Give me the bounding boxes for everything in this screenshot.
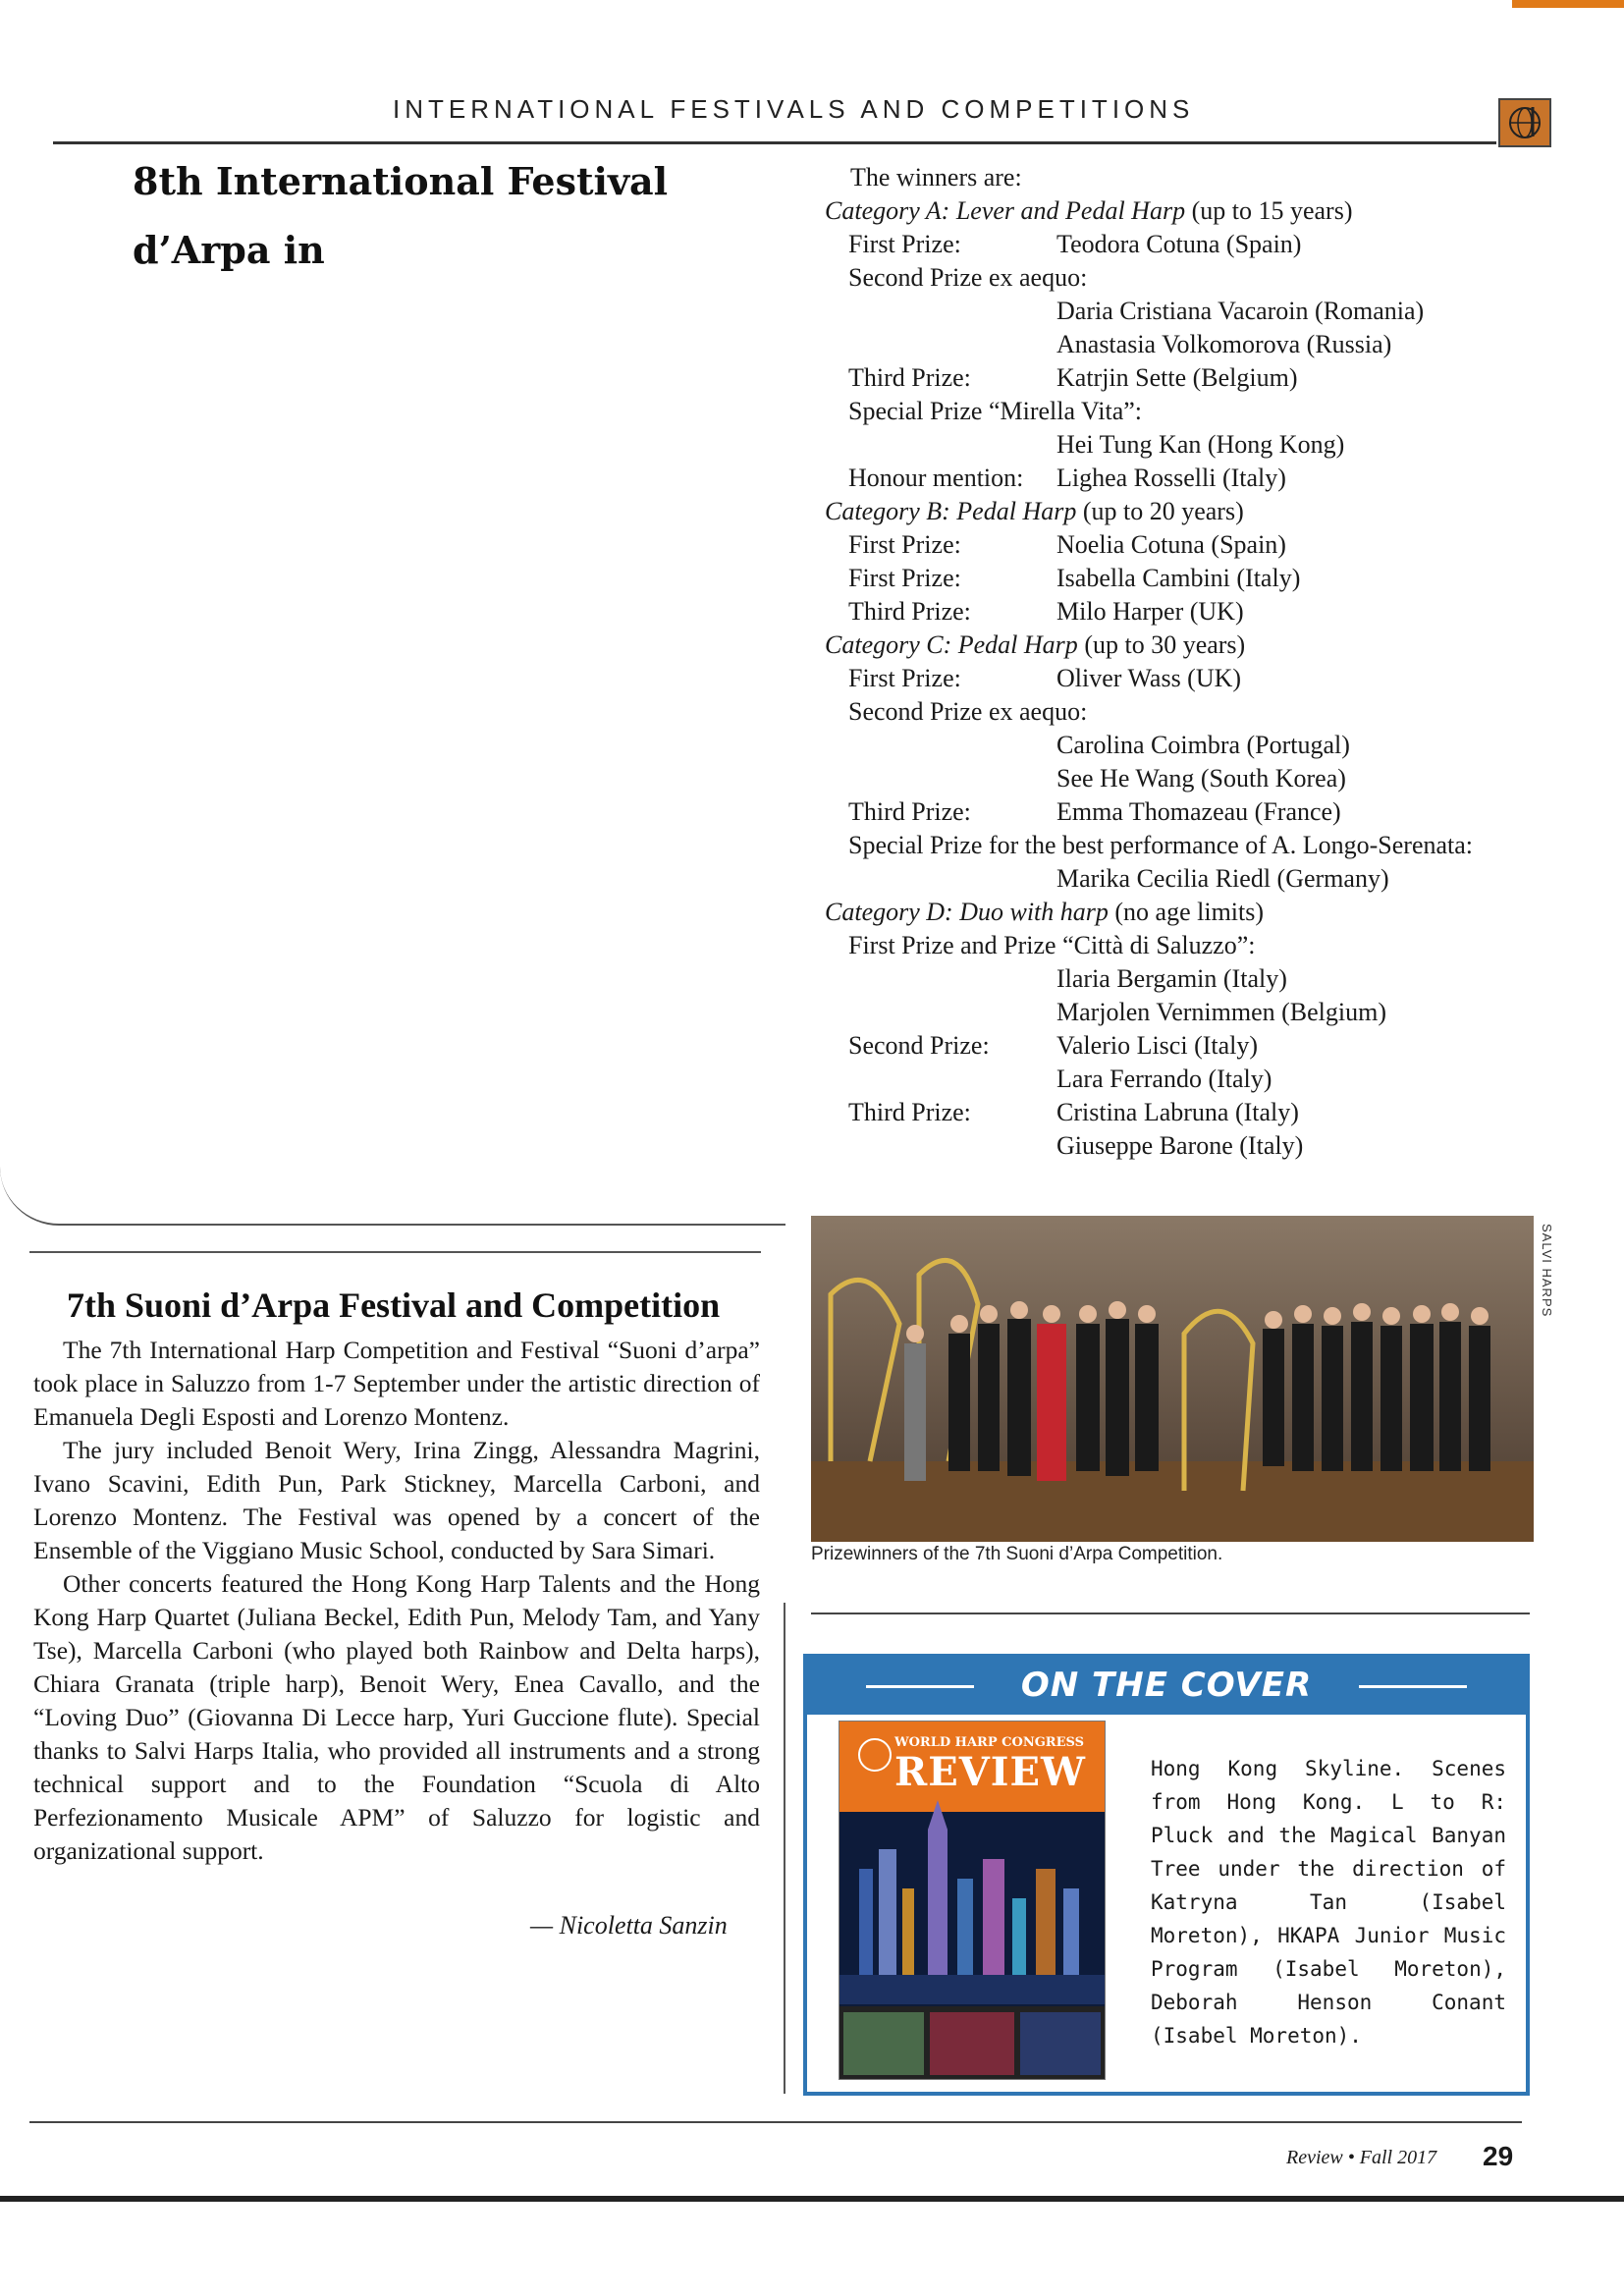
winners-category-heading — [821, 495, 1567, 528]
winner-name: Oliver Wass (UK) — [1056, 664, 1242, 692]
article-title: 7th Suoni d’Arpa Festival and Competition — [67, 1285, 721, 1325]
cover-heading: ON THE COVER — [1020, 1666, 1313, 1705]
winner-name: See He Wang (South Korea) — [1056, 764, 1346, 793]
photo-caption: Prizewinners of the 7th Suoni d’Arpa Competition. — [811, 1544, 1223, 1564]
winner-row — [821, 729, 1567, 762]
winner-name: Noelia Cotuna (Spain) — [1056, 530, 1286, 559]
category-age: (up to 15 years) — [1185, 196, 1353, 225]
cover-publisher: WORLD HARP CONGRESS — [894, 1735, 1085, 1750]
article-paragraph: The 7th International Harp Competition and Festival “Suoni d’arpa” took place in Saluzzo from 1-7 September under the artistic direction of Emanuela Degli Esposti and Lorenzo Montenz. — [33, 1336, 760, 1431]
photo-credit: SALVI HARPS — [1540, 1224, 1554, 1318]
winner-name: Giuseppe Barone (Italy) — [1056, 1131, 1304, 1160]
winner-name: Teodora Cotuna (Spain) — [1056, 230, 1302, 258]
prize-label: Special Prize for the best performance of A. Longo-Serenata: — [848, 831, 1474, 859]
winner-name: Katrjin Sette (Belgium) — [1056, 363, 1298, 392]
winner-row — [821, 1029, 1567, 1063]
winner-name: Marika Cecilia Riedl (Germany) — [1056, 864, 1389, 893]
winners-intro: The winners are: — [850, 163, 1022, 191]
winners-category-heading — [821, 194, 1567, 228]
category-name: Category B: Pedal Harp — [825, 497, 1077, 525]
winner-name: Milo Harper (UK) — [1056, 597, 1244, 626]
winner-name: Daria Cristiana Vacaroin (Romania) — [1056, 297, 1425, 325]
cover-description: Hong Kong Skyline. Scenes from Hong Kong. L to R: Pluck and the Magical Banyan Tree under the direction of Katryna Tan (Isabel Moreton), HKAPA Junior Music Program (Isabel Moreton), Deborah Henson Conant (Isabel Moreton). — [1151, 1757, 1506, 2048]
whc-logo-icon — [1498, 98, 1551, 147]
winner-name: Marjolen Vernimmen (Belgium) — [1056, 998, 1387, 1026]
winner-row — [821, 261, 1567, 295]
winner-row — [821, 295, 1567, 328]
winner-name: Valerio Lisci (Italy) — [1056, 1031, 1259, 1060]
footer-rule — [29, 2121, 1522, 2123]
winner-row — [821, 428, 1567, 462]
winners-category-heading — [821, 896, 1567, 929]
winner-row — [821, 328, 1567, 361]
category-name: Category D: Duo with harp — [825, 898, 1109, 926]
winner-name: Lighea Rosselli (Italy) — [1056, 464, 1286, 492]
footer-issue: Review • Fall 2017 — [1286, 2147, 1437, 2168]
prize-label: Third Prize: — [848, 597, 971, 626]
cover-magazine-title: REVIEW — [894, 1749, 1086, 1795]
column-divider — [784, 1603, 785, 2094]
winner-row — [821, 996, 1567, 1029]
magazine-cover-image — [839, 1721, 1106, 2080]
header-rule — [53, 141, 1496, 144]
article-paragraph: Other concerts featured the Hong Kong Harp Talents and the Hong Kong Harp Quartet (Juliana Beckel, Edith Pun, Melody Tam, and Yany Tse), Marcella Carboni (who played both Rainbow and Delta harps), Chiara Granata (triple harp), Benoit Wery, Enea Cavallo, and the “Loving Duo” (Giovanna Di Lecce harp, Yuri Guccione flute). Special thanks to Salvi Harps Italia, who provided all instruments and a strong technical support and to the Foundation “Scuola di Alto Perfezionamento Musicale APM” of Saluzzo for logistic and organizational support. — [33, 1569, 760, 1865]
winner-row — [821, 795, 1567, 829]
prize-label: First Prize: — [848, 564, 961, 592]
winner-row — [821, 528, 1567, 562]
category-age: (up to 30 years) — [1077, 630, 1246, 659]
category-name: Category C: Pedal Harp — [825, 630, 1078, 659]
prize-label: First Prize: — [848, 664, 961, 692]
prize-label: Third Prize: — [848, 797, 971, 826]
section-header: INTERNATIONAL FESTIVALS AND COMPETITIONS — [393, 94, 1195, 124]
winner-row — [821, 595, 1567, 629]
prize-label: Second Prize ex aequo: — [848, 263, 1088, 292]
winner-name: Lara Ferrando (Italy) — [1056, 1065, 1272, 1093]
winner-name: Emma Thomazeau (France) — [1056, 797, 1341, 826]
winner-row — [821, 829, 1567, 862]
prize-label: First Prize: — [848, 530, 961, 559]
category-name: Category A: Lever and Pedal Harp — [825, 196, 1186, 225]
winner-row — [821, 1096, 1567, 1129]
prize-label: Third Prize: — [848, 1098, 971, 1126]
winner-row — [821, 862, 1567, 896]
cut-off-heading: 8th International Festival d’Arpa in — [133, 159, 669, 272]
article-paragraph: The jury included Benoit Wery, Irina Zingg, Alessandra Magrini, Ivano Scavini, Edith Pun, Park Stickney, Marcella Carboni, and Lorenzo Montenz. The Festival was opened by a concert of the Ensemble of the Viggiano Music School, conducted by Sara Simari. — [33, 1436, 760, 1564]
category-age: (no age limits) — [1108, 898, 1265, 926]
prize-label: Third Prize: — [848, 363, 971, 392]
winner-name: Isabella Cambini (Italy) — [1056, 564, 1301, 592]
winner-row — [821, 662, 1567, 695]
article-signature: — Nicoletta Sanzin — [530, 1911, 728, 1940]
category-age: (up to 20 years) — [1076, 497, 1244, 525]
winner-row — [821, 361, 1567, 395]
winner-name: Carolina Coimbra (Portugal) — [1056, 731, 1350, 759]
winner-row — [821, 929, 1567, 962]
winner-row — [821, 762, 1567, 795]
winner-row — [821, 1129, 1567, 1163]
torn-page-edge — [0, 169, 785, 1226]
winner-row — [821, 228, 1567, 261]
article-body — [33, 1334, 760, 1868]
prizewinners-photo — [811, 1216, 1534, 1542]
prize-label: First Prize: — [848, 230, 961, 258]
winner-row — [821, 695, 1567, 729]
prize-label: Second Prize ex aequo: — [848, 697, 1088, 726]
top-color-stripe — [1512, 0, 1624, 8]
winner-row — [821, 462, 1567, 495]
winner-row — [821, 1063, 1567, 1096]
winner-row — [821, 562, 1567, 595]
winners-list — [821, 161, 1567, 1163]
winner-name: Cristina Labruna (Italy) — [1056, 1098, 1299, 1126]
prize-label: Special Prize “Mirella Vita”: — [848, 397, 1143, 425]
winner-name: Ilaria Bergamin (Italy) — [1056, 964, 1287, 993]
prize-label: First Prize and Prize “Città di Saluzzo”: — [848, 931, 1256, 959]
page-number: 29 — [1483, 2141, 1514, 2171]
scan-bottom-edge — [0, 2196, 1624, 2202]
winner-name: Hei Tung Kan (Hong Kong) — [1056, 430, 1345, 459]
winner-row — [821, 962, 1567, 996]
article-divider — [29, 1251, 761, 1253]
prize-label: Second Prize: — [848, 1031, 990, 1060]
caption-divider — [811, 1613, 1530, 1614]
winners-category-heading — [821, 629, 1567, 662]
prize-label: Honour mention: — [848, 464, 1024, 492]
winner-row — [821, 395, 1567, 428]
winner-name: Anastasia Volkomorova (Russia) — [1056, 330, 1392, 358]
on-the-cover-box — [803, 1654, 1530, 2096]
